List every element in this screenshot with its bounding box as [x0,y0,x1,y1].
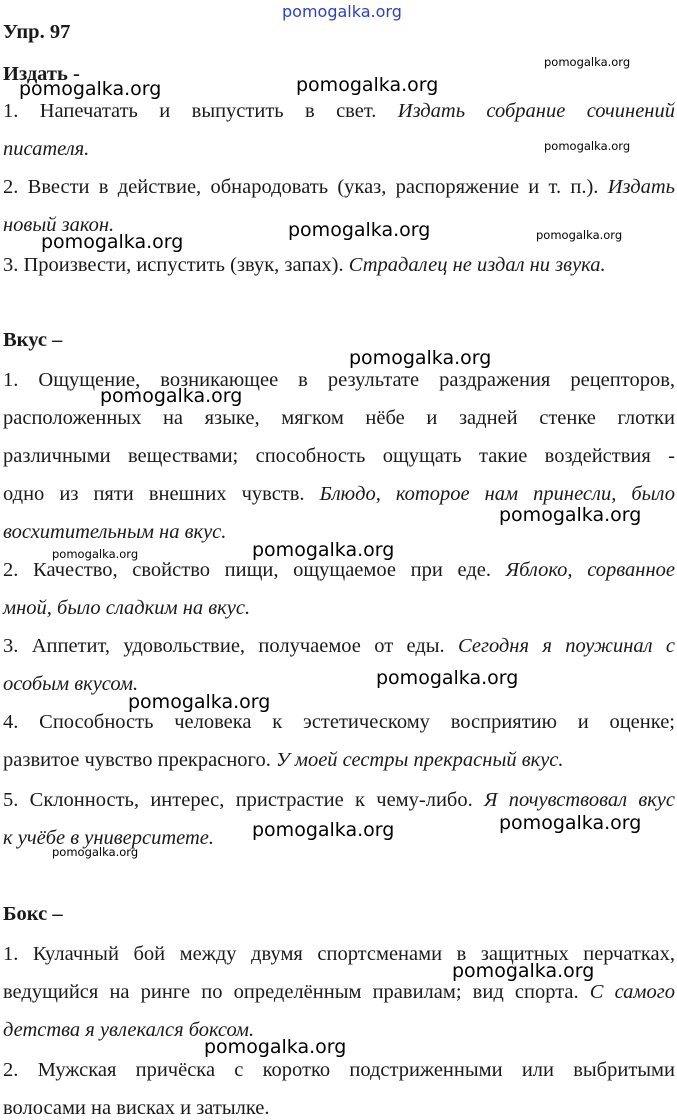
definition-line [3,596,675,620]
example-text: новый закон. [3,214,115,236]
example-text: Яблоко, сорванное [505,559,675,581]
example-text: С самого [589,981,675,1003]
definition-line [3,672,675,696]
watermark: pomogalka.org [41,231,184,253]
section-heading-vkus: Вкус – [3,329,63,351]
line-text: различными веществами; способность ощущать такие воздействия - [3,445,675,467]
watermark: pomogalka.org [349,347,492,369]
watermark: pomogalka.org [296,74,439,96]
example-text: восхитительным на вкус. [3,521,227,543]
line-text: 2. Ввести в действие, обнародовать (указ, распоряжение и т. п.). [3,176,608,198]
line-text: 1. Напечатать и выпустить в свет. [3,100,398,122]
watermark: pomogalka.org [282,2,402,21]
example-text: Сегодня я поужинал с [458,635,675,657]
watermark: pomogalka.org [544,55,631,69]
line-text: ведущийся на ринге по определённым правилам; вид спорта. [3,981,590,1003]
line-text: 5. Склонность, интерес, пристрастие к чему-либо. [3,789,485,811]
line-text: расположенных на языке, мягком нёбе и задней стенке глотки [3,407,675,429]
definition-line [3,558,675,582]
watermark: pomogalka.org [544,139,631,153]
definition-line [3,748,675,772]
line-text: одно из пяти внешних чувств. [3,483,320,505]
line-text: 3. Аппетит, удовольствие, получаемое от еды. [3,635,459,657]
example-text: Я почувствовал вкус [484,789,676,811]
watermark: pomogalka.org [452,960,595,982]
example-text: мной, было сладким на вкус. [3,597,251,619]
watermark: pomogalka.org [52,547,139,561]
definition-line [3,175,675,199]
watermark: pomogalka.org [100,385,243,407]
definition-line [3,253,675,277]
definition-line [3,788,675,812]
watermark: pomogalka.org [252,819,395,841]
example-text: У моей сестры прекрасный вкус. [275,749,564,771]
example-text: писателя. [3,138,90,160]
example-text: детства я увлекался боксом. [3,1019,255,1041]
line-text: развитое чувство прекрасного. [3,749,276,771]
watermark: pomogalka.org [19,78,162,100]
line-text: 1. Кулачный бой между двумя спортсменами в защитных перчатках, [3,943,675,965]
exercise-title: Упр. 97 [3,21,71,43]
watermark: pomogalka.org [204,1036,347,1058]
line-text: 2. Качество, свойство пищи, ощущаемое при еде. [3,559,506,581]
watermark: pomogalka.org [536,228,623,242]
line-text: 4. Способность человека к эстетическому восприятию и оценке; [3,711,675,733]
definition-line [3,710,675,734]
section-heading-boks: Бокс – [3,903,63,925]
line-text: 1. Ощущение, возникающее в результате раздражения рецепторов, [3,369,675,391]
example-text: Издать [607,176,675,198]
example-text: Блюдо, которое нам принесли, было [319,483,675,505]
watermark: pomogalka.org [52,845,139,859]
watermark: pomogalka.org [499,504,642,526]
definition-line [3,482,675,506]
definition-line [3,99,675,123]
example-text: Издать собрание сочинений [397,100,675,122]
watermark: pomogalka.org [376,667,519,689]
example-text: особым вкусом. [3,673,139,695]
line-text: 2. Мужская причёска с коротко подстриженными или выбритыми [3,1059,675,1081]
watermark: pomogalka.org [499,812,642,834]
section-heading-izdat: Издать - [3,63,80,85]
definition-line [3,980,675,1004]
watermark: pomogalka.org [288,219,431,241]
line-text: волосами на висках и затылке. [3,1097,270,1119]
definition-line [3,1058,675,1082]
watermark: pomogalka.org [128,691,271,713]
definition-line [3,1096,675,1120]
definition-line [3,406,675,430]
line-text: 3. Произвести, испустить (звук, запах). [3,254,349,276]
example-text: Страдалец не издал ни звука. [348,254,606,276]
watermark: pomogalka.org [252,539,395,561]
definition-line [3,444,675,468]
definition-line [3,634,675,658]
example-text: к учёбе в университете. [3,827,215,849]
